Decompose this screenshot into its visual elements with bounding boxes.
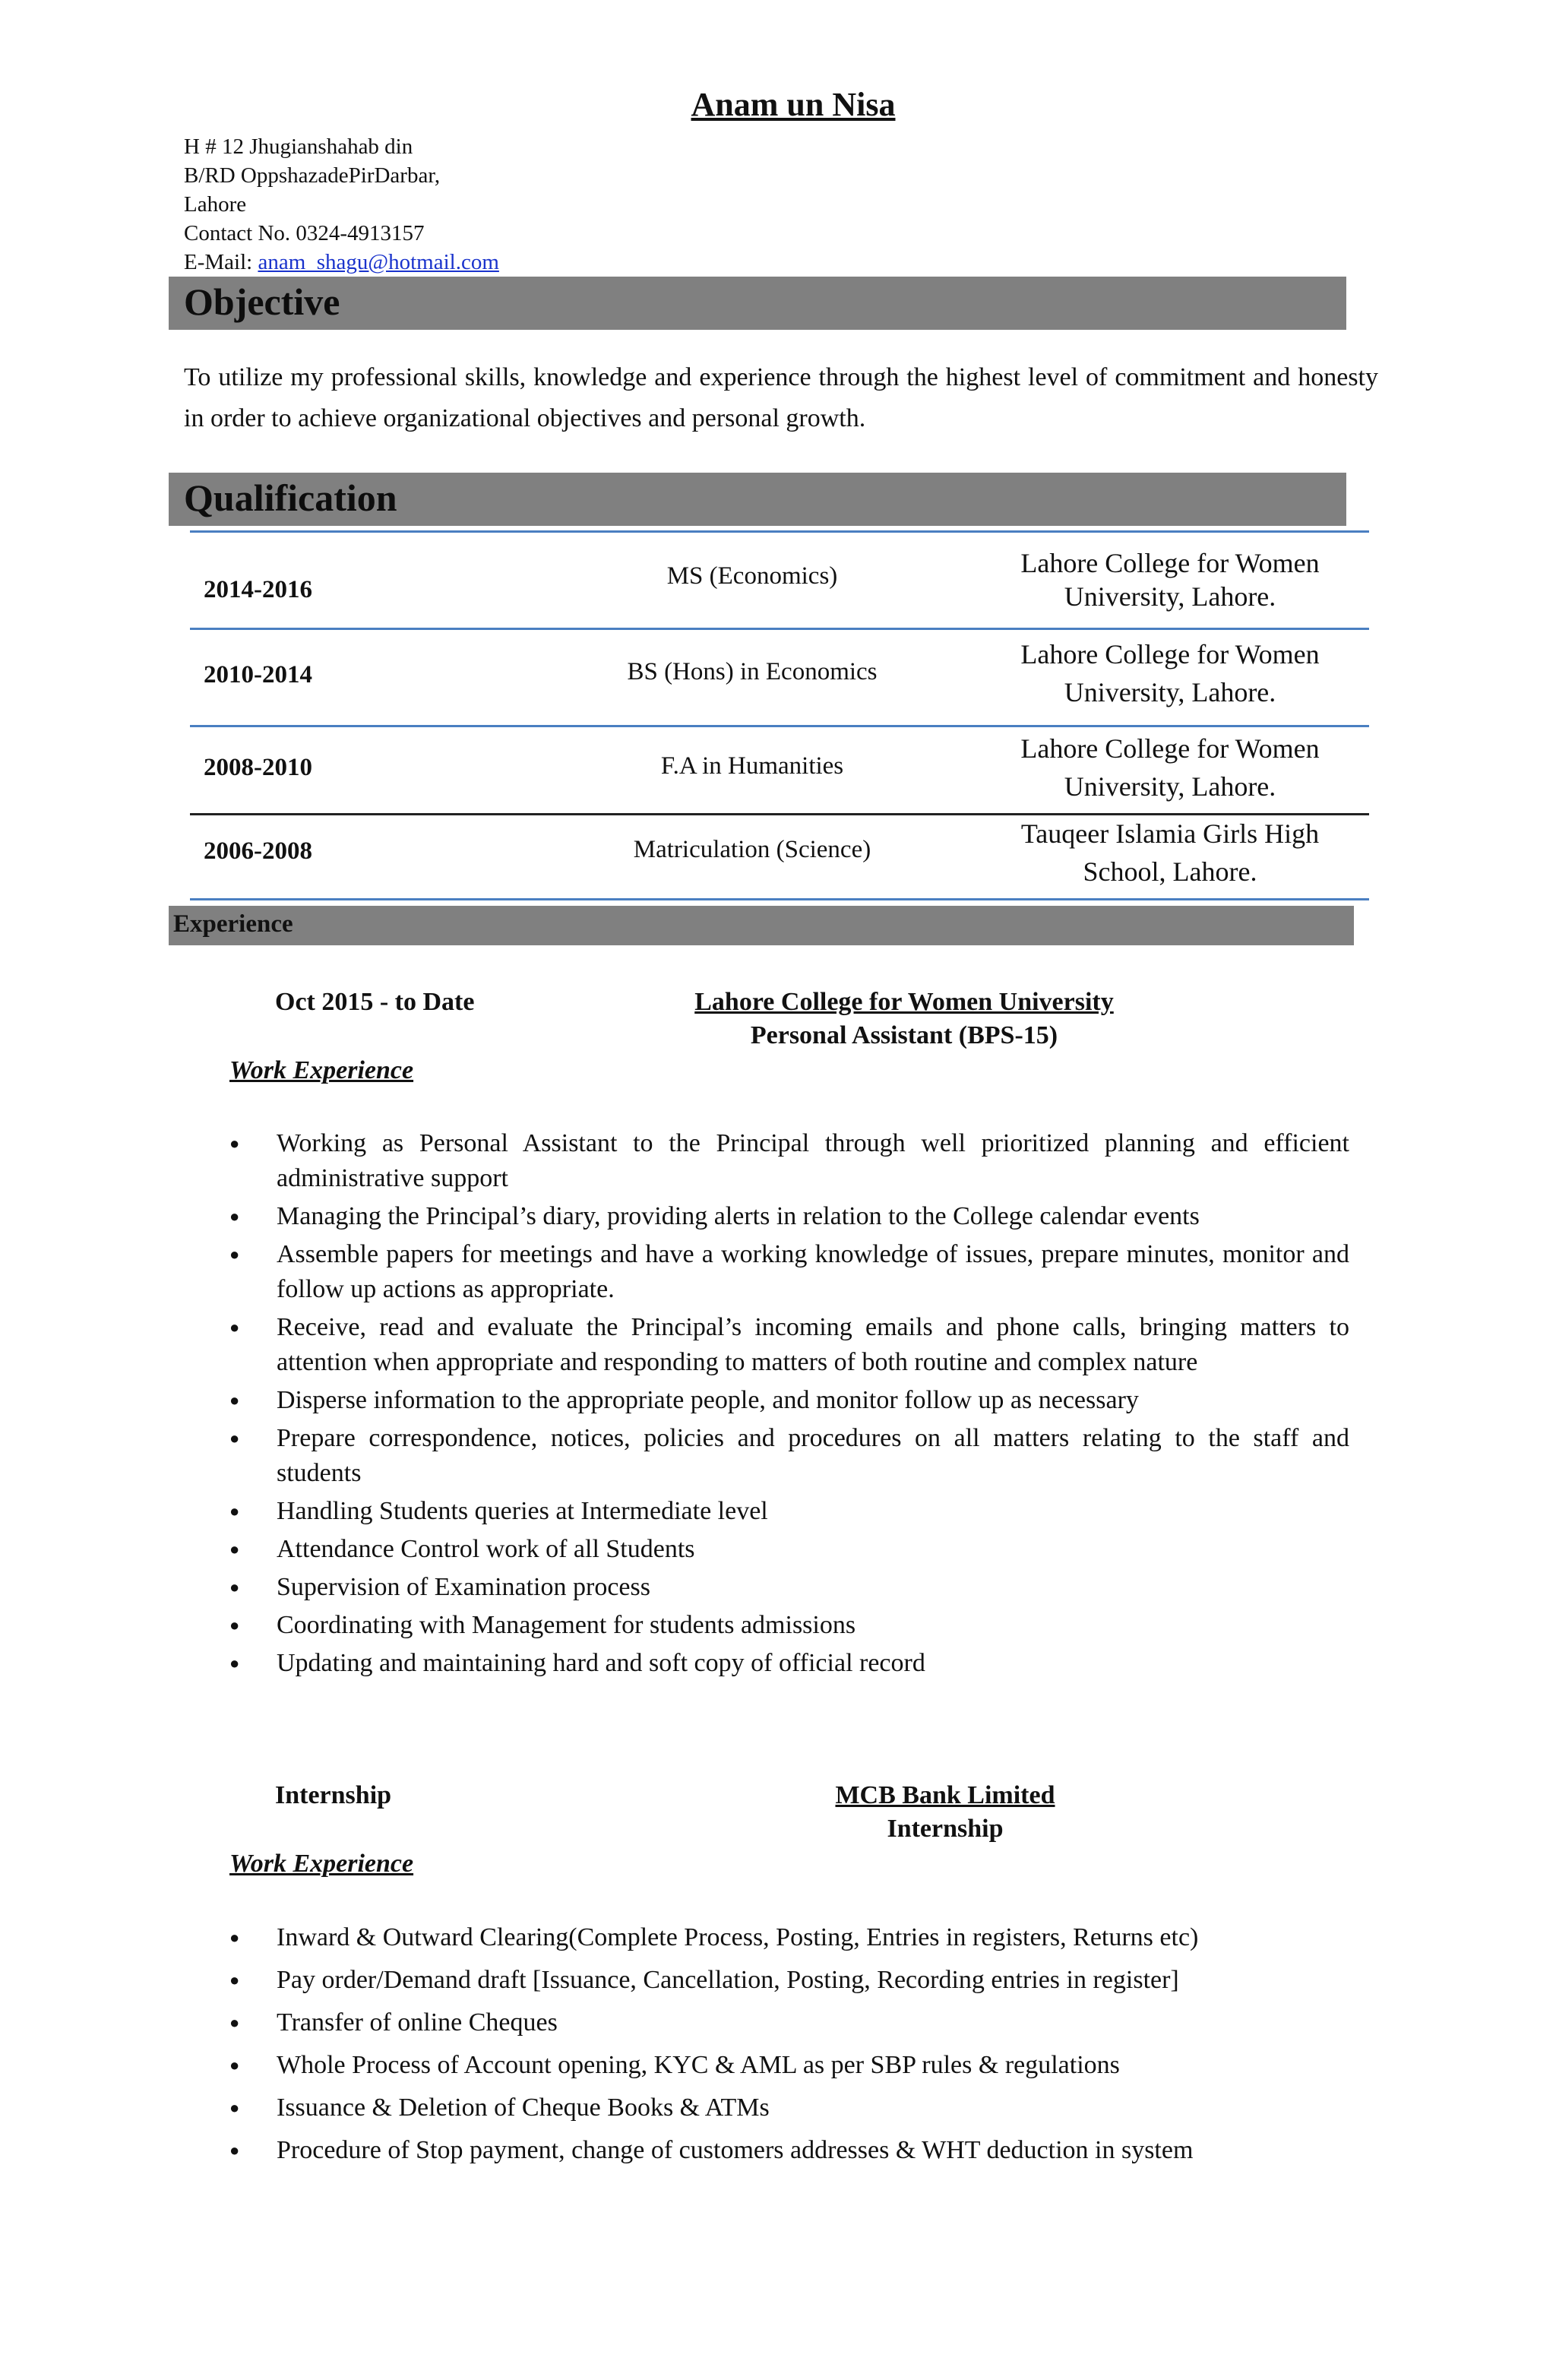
experience-heading: Experience bbox=[173, 910, 293, 938]
list-item: ● Issuance & Deletion of Cheque Books & ATMs bbox=[229, 2088, 1363, 2128]
table-rule bbox=[190, 530, 1369, 533]
table-rule bbox=[190, 898, 1369, 900]
qualification-institution: Lahore College for Women University, Lahore. bbox=[1020, 733, 1320, 802]
experience-section-header bbox=[169, 906, 1354, 945]
table-rule bbox=[190, 813, 1369, 815]
table-rule bbox=[190, 725, 1369, 727]
qualification-years: 2006-2008 bbox=[204, 837, 312, 865]
objective-text: To utilize my professional skills, knowledge and experience through the highest level of commitment and honesty in order to achieve organizational objectives and personal growth. bbox=[184, 363, 1378, 432]
list-item: ● Prepare correspondence, notices, policies and procedures on all matters relating to the staff and students bbox=[229, 1421, 1349, 1491]
list-item: ● Attendance Control work of all Students bbox=[229, 1532, 1349, 1567]
list-item: ● Working as Personal Assistant to the Principal through well prioritized planning and efficient administrative support bbox=[229, 1126, 1349, 1196]
list-item: ● Procedure of Stop payment, change of customers addresses & WHT deduction in system bbox=[229, 2131, 1363, 2170]
qualification-degree: Matriculation (Science) bbox=[633, 836, 871, 863]
duties-list bbox=[229, 1918, 1363, 2170]
duties-list bbox=[229, 1126, 1349, 1681]
qualification-heading: Qualification bbox=[184, 476, 397, 519]
list-item: ● Updating and maintaining hard and soft copy of official record bbox=[229, 1646, 1349, 1681]
qualification-years: 2014-2016 bbox=[204, 576, 312, 603]
list-item: ● Receive, read and evaluate the Principal’s incoming emails and phone calls, bringing matters to attention when appropriate and responding to matters of both routine and complex nature bbox=[229, 1310, 1349, 1380]
email-label: E-Mail: bbox=[184, 250, 258, 274]
list-item: ● Whole Process of Account opening, KYC & AML as per SBP rules & regulations bbox=[229, 2046, 1363, 2085]
job-title: Internship bbox=[887, 1815, 1004, 1843]
list-item: ● Coordinating with Management for students admissions bbox=[229, 1608, 1349, 1643]
job-title: Personal Assistant (BPS-15) bbox=[750, 1021, 1058, 1049]
qualification-degree: MS (Economics) bbox=[666, 562, 838, 590]
work-experience-label: Work Experience bbox=[229, 1056, 414, 1084]
job-period: Internship bbox=[275, 1781, 392, 1809]
job-organization: Lahore College for Women University bbox=[694, 988, 1114, 1016]
job-organization: MCB Bank Limited bbox=[835, 1781, 1055, 1809]
address-line: B/RD OppshazadePirDarbar, bbox=[184, 163, 441, 188]
qualification-degree: F.A in Humanities bbox=[660, 752, 844, 780]
list-item: ● Transfer of online Cheques bbox=[229, 2003, 1363, 2043]
table-rule bbox=[190, 628, 1369, 630]
list-item: ● Disperse information to the appropriate people, and monitor follow up as necessary bbox=[229, 1383, 1349, 1418]
contact-number: Contact No. 0324-4913157 bbox=[184, 221, 425, 245]
contact-block bbox=[184, 132, 499, 277]
address-line: H # 12 Jhugianshahab din bbox=[184, 135, 413, 159]
qualification-institution: Tauqeer Islamia Girls High School, Lahore. bbox=[1020, 818, 1320, 887]
objective-section-header bbox=[169, 277, 1346, 330]
qualification-institution: Lahore College for Women University, Lahore. bbox=[1020, 548, 1320, 612]
list-item: ● Supervision of Examination process bbox=[229, 1570, 1349, 1605]
list-item: ● Inward & Outward Clearing(Complete Process, Posting, Entries in registers, Returns etc) bbox=[229, 1918, 1363, 1957]
candidate-name: Anam un Nisa bbox=[691, 86, 896, 123]
list-item: ● Assemble papers for meetings and have a working knowledge of issues, prepare minutes, monitor and follow up actions as appropriate. bbox=[229, 1237, 1349, 1307]
qualification-institution: Lahore College for Women University, Lahore. bbox=[1020, 639, 1320, 707]
address-line: Lahore bbox=[184, 192, 247, 217]
job-period: Oct 2015 - to Date bbox=[275, 988, 475, 1016]
work-experience-label: Work Experience bbox=[229, 1850, 414, 1878]
qualification-section-header bbox=[169, 473, 1346, 526]
list-item: ● Pay order/Demand draft [Issuance, Cancellation, Posting, Recording entries in register] bbox=[229, 1961, 1363, 2000]
qualification-years: 2010-2014 bbox=[204, 661, 312, 688]
email-line bbox=[184, 248, 499, 277]
list-item: ● Managing the Principal’s diary, providing alerts in relation to the College calendar events bbox=[229, 1199, 1349, 1234]
list-item: ● Handling Students queries at Intermediate level bbox=[229, 1494, 1349, 1529]
qualification-years: 2008-2010 bbox=[204, 754, 312, 781]
qualification-degree: BS (Hons) in Economics bbox=[627, 658, 878, 685]
objective-heading: Objective bbox=[184, 280, 340, 323]
email-link[interactable]: anam_shagu@hotmail.com bbox=[258, 250, 499, 274]
